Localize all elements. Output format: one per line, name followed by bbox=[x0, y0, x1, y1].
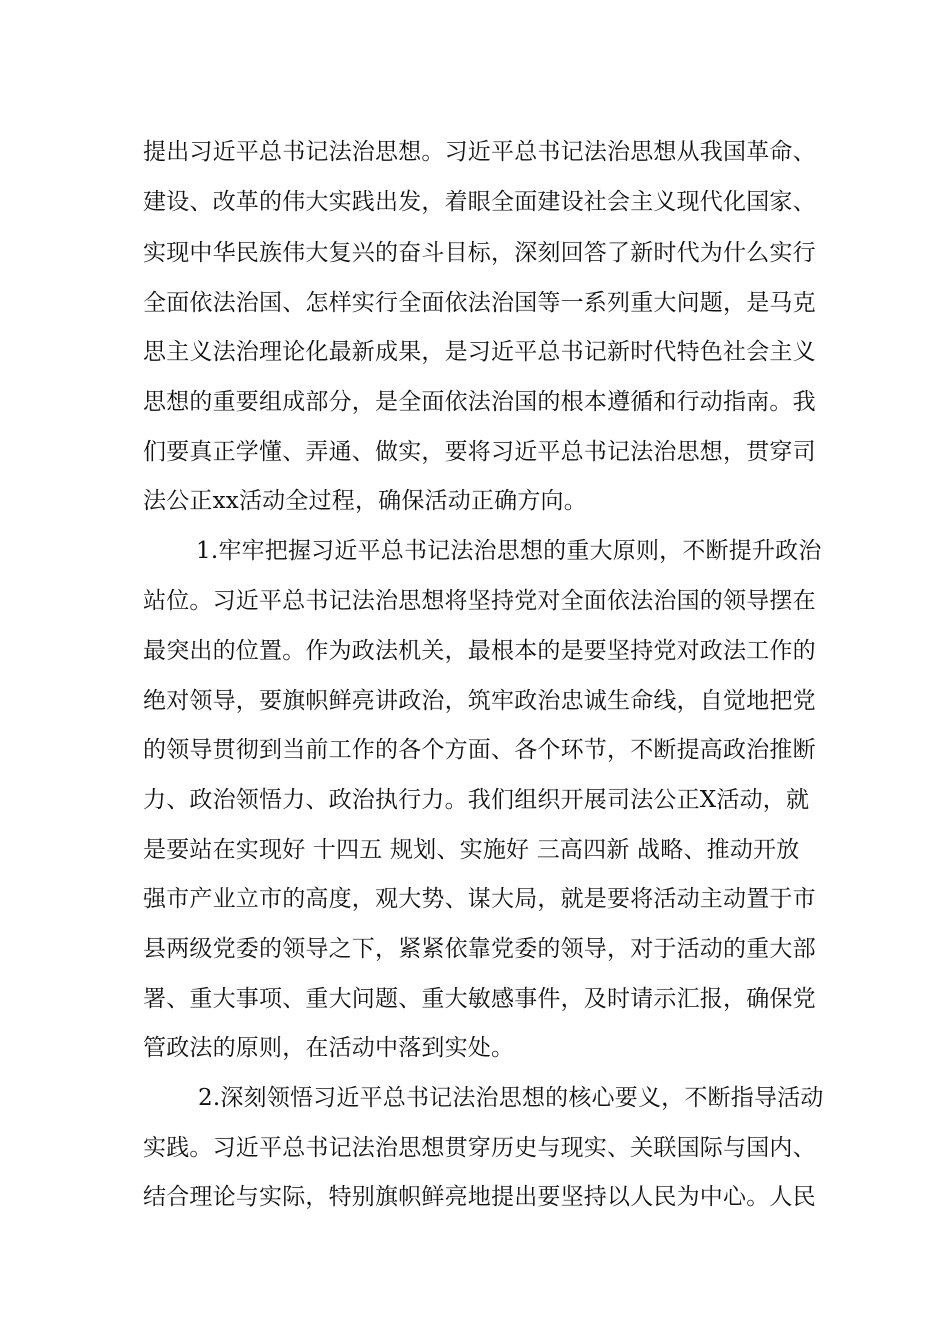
text-line: 实践。习近平总书记法治思想贯穿历史与现实、关联国际与国内、 bbox=[143, 1135, 816, 1161]
text-line: 思想的重要组成部分，是全面依法治国的根本遵循和行动指南。我 bbox=[143, 389, 816, 415]
text-line: 全面依法治国、怎样实行全面依法治国等一系列重大问题，是马克 bbox=[143, 290, 816, 316]
text-line: 管政法的原则，在活动中落到实处。 bbox=[143, 1035, 515, 1061]
text-line: 是要站在实现好 十四五 规划、实施好 三高四新 战略、推动开放 bbox=[143, 837, 800, 863]
paragraph-heading-2: 2.深刻领悟习近平总书记法治思想的核心要义，不断指导活动 bbox=[198, 1085, 824, 1111]
paragraph-heading-1: 1.牢牢把握习近平总书记法治思想的重大原则，不断提升政治 bbox=[196, 538, 822, 564]
text-line: 的领导贯彻到当前工作的各个方面、各个环节，不断提高政治推断 bbox=[143, 737, 816, 763]
text-line: 思主义法治理论化最新成果，是习近平总书记新时代特色社会主义 bbox=[143, 339, 816, 365]
text-line: 实现中华民族伟大复兴的奋斗目标，深刻回答了新时代为什么实行 bbox=[143, 240, 816, 266]
text-line: 最突出的位置。作为政法机关，最根本的是要坚持党对政法工作的 bbox=[143, 638, 816, 664]
text-line: 建设、改革的伟大实践出发，着眼全面建设社会主义现代化国家、 bbox=[143, 189, 816, 215]
text-line: 提出习近平总书记法治思想。习近平总书记法治思想从我国革命、 bbox=[143, 139, 816, 165]
text-line: 强市产业立市的高度，观大势、谋大局，就是要将活动主动置于市 bbox=[143, 886, 816, 912]
text-line: 署、重大事项、重大问题、重大敏感事件，及时请示汇报，确保党 bbox=[143, 986, 816, 1012]
text-line: 站位。习近平总书记法治思想将坚持党对全面依法治国的领导摆在 bbox=[143, 588, 816, 614]
text-line: 绝对领导，要旗帜鲜亮讲政治，筑牢政治忠诚生命线，自觉地把党 bbox=[143, 688, 816, 714]
text-line: 力、政治领悟力、政治执行力。我们组织开展司法公正X活动，就 bbox=[143, 787, 810, 813]
text-line: 法公正xx活动全过程，确保活动正确方向。 bbox=[143, 488, 587, 514]
text-line: 们要真正学懂、弄通、做实，要将习近平总书记法治思想，贯穿司 bbox=[143, 439, 816, 465]
text-line: 结合理论与实际，特别旗帜鲜亮地提出要坚持以人民为中心。人民 bbox=[143, 1184, 816, 1210]
text-line: 县两级党委的领导之下，紧紧依靠党委的领导，对于活动的重大部 bbox=[143, 936, 816, 962]
